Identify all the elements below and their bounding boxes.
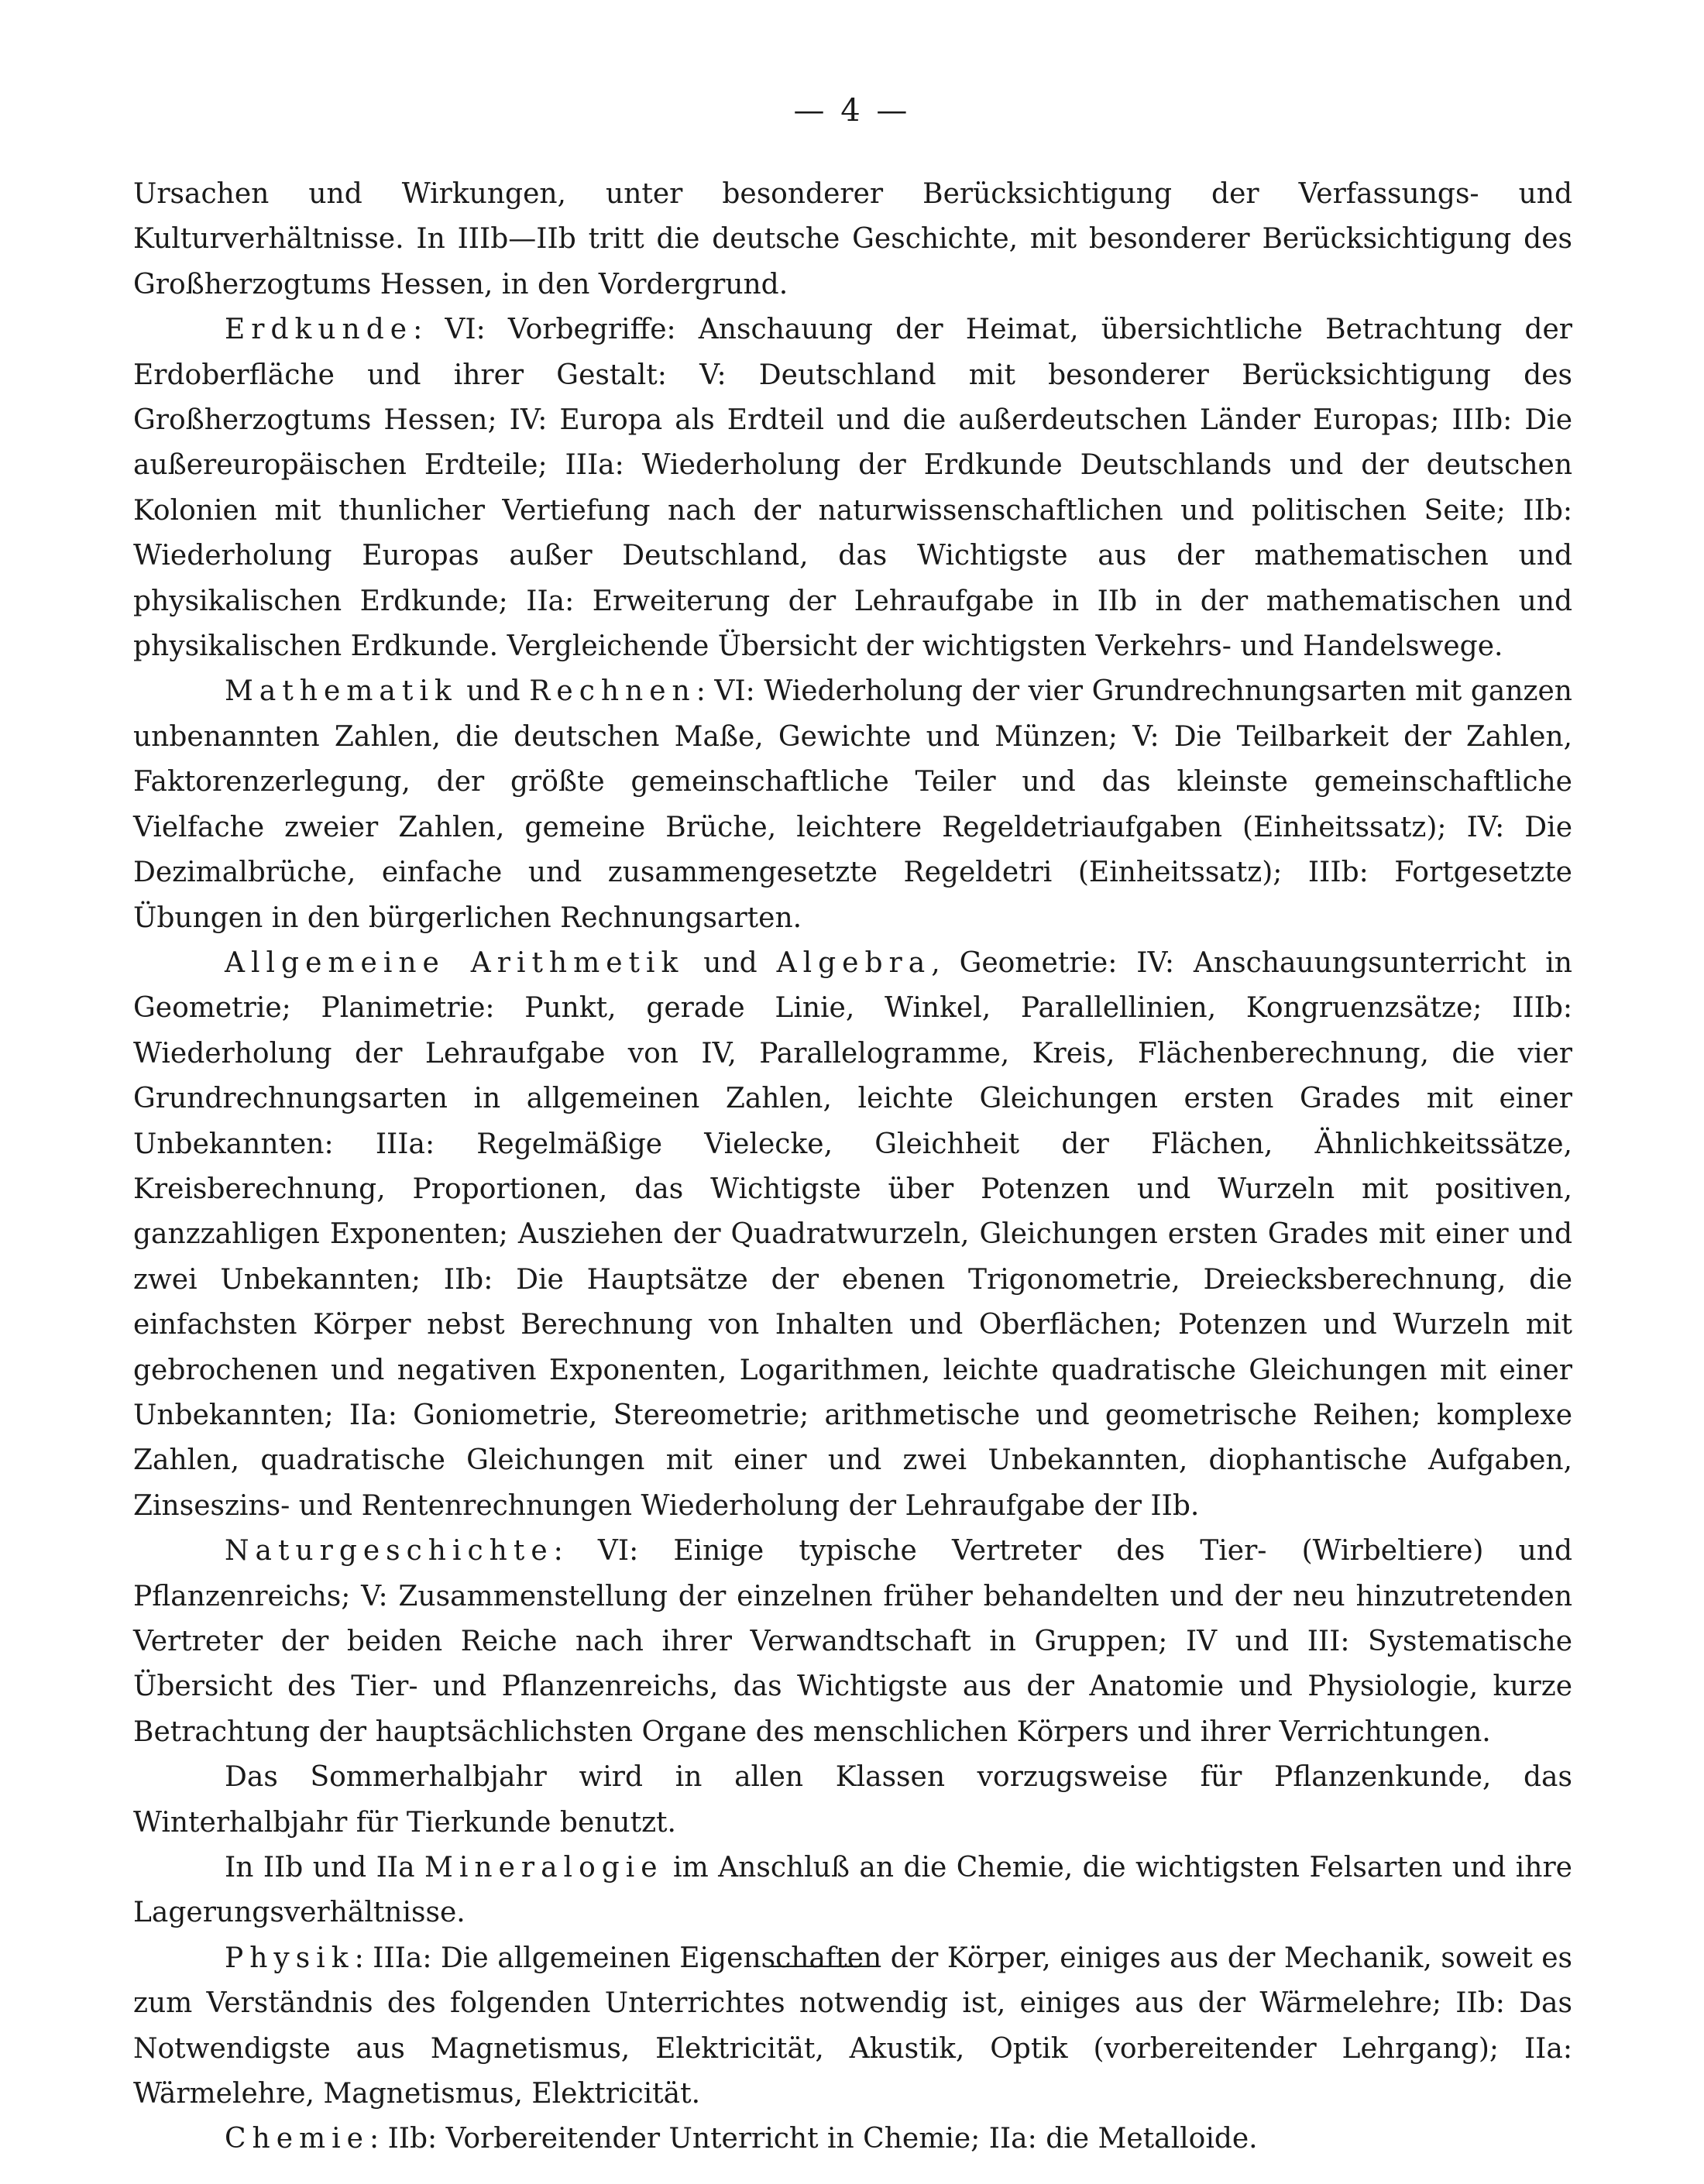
paragraph-natural-history xyxy=(133,1529,1572,1755)
heading-connector: und xyxy=(684,946,777,979)
section-heading-physik: Physik xyxy=(225,1942,355,1974)
paragraph-text: , Geometrie: IV: Anschauungsunterricht in Geometrie; Planimetrie: Punkt, gerade Linie, Winkel, Parallellinien, Kongruenzsätze; IIIb: Wiederholung der Lehraufgabe von IV, Parallelogramme, Kreis, Flächenberechnung, die vier Grundrechnungsarten in allgemeinen Zahlen, leichte Gleichungen ersten Grades mit einer Unbekannten: IIIa: Regelmäßige Vielecke, Gleichheit der Flächen, Ähnlichkeitssätze, Kreisberechnung, Proportionen, das Wichtigste über Potenzen und Wurzeln mit positiven, ganzzahligen Exponenten; Ausziehen der Quadratwurzeln, Gleichungen ersten Grades mit einer und zwei Unbekannten; IIb: Die Hauptsätze der ebenen Trigonometrie, Dreiecksberechnung, die einfachsten Körper nebst Berechnung von Inhalten und Oberflächen; Potenzen und Wurzeln mit gebrochenen und negativen Exponenten, Logarithmen, leichte quadratische Gleichungen mit einer Unbekannten; IIa: Goniometrie, Stereometrie; arithmetische und geometrische Reihen; komplexe Zahlen, quadratische Gleichungen mit einer und zwei Unbekannten, diophantische Aufgaben, Zinseszins- und Rentenrechnungen Wiederholung der Lehraufgabe der IIb. xyxy=(133,946,1572,1522)
section-heading-rechnen: Rechnen xyxy=(529,675,696,708)
paragraph-text: : IIIa: Die allgemeinen Eigenschaften der Körper, einiges aus der Mechanik, soweit es zum Verständnis des folgenden Unterrichtes notwendig ist, einiges aus der Wärmelehre; IIb: Das Notwendigste aus Magnetismus, Elektricität, Akustik, Optik (vorbereitender Lehrgang); IIa: Wärmelehre, Magnetismus, Elektricität. xyxy=(133,1942,1572,2110)
paragraph-text: Das Sommerhalbjahr wird in allen Klassen vorzugsweise für Pflanzenkunde, das Winterhalbjahr für Tierkunde benutzt. xyxy=(133,1761,1572,1839)
paragraph-text: im Anschluß an die Chemie, die wichtigsten Felsarten und ihre Lagerungsverhältnisse. xyxy=(133,1852,1572,1929)
paragraph-text: : VI: Vorbegriffe: Anschauung der Heimat, übersichtliche Betrachtung der Erdoberfläche und ihrer Gestalt: V: Deutschland mit besonderer Berücksichtigung des Großherzogtums Hessen; IV: Europa als Erdteil und die außerdeutschen Länder Europas; IIIb: Die außereuropäischen Erdteile; IIIa: Wiederholung der Erdkunde Deutschlands und der deutschen Kolonien mit thunlicher Vertiefung nach der naturwissenschaftlichen und politischen Seite; IIb: Wiederholung Europas außer Deutschland, das Wichtigste aus der mathematischen und physikalischen Erdkunde; IIa: Erweiterung der Lehraufgabe in IIb in der mathematischen und physikalischen Erdkunde. Vergleichende Übersicht der wichtigsten Verkehrs- und Handelswege. xyxy=(133,314,1572,663)
end-rule-divider xyxy=(771,1966,879,1967)
paragraph-history-continuation xyxy=(133,172,1572,307)
paragraph-chemistry xyxy=(133,2117,1572,2162)
paragraph-text: : IIb: Vorbereitender Unterricht in Chemie; IIa: die Metalloide. xyxy=(369,2123,1258,2155)
body-text xyxy=(133,172,1572,2162)
section-heading-erdkunde: Erdkunde xyxy=(225,314,414,346)
paragraph-seasons xyxy=(133,1755,1572,1846)
section-heading-mathematik: Mathematik xyxy=(225,675,458,708)
paragraph-lead: In IIb und IIa xyxy=(225,1852,425,1884)
paragraph-text: : VI: Einige typische Vertreter des Tier- (Wirbeltiere) und Pflanzenreichs; V: Zusammenstellung der einzelnen früher behandelten und der neu hinzutretenden Vertreter der beiden Reiche nach ihrer Verwandtschaft in Gruppen; IV und III: Systematische Übersicht des Tier- und Pflanzenreichs, das Wichtigste aus der Anatomie und Physiologie, kurze Betrachtung der hauptsächlichsten Organe des menschlichen Körpers und ihrer Verrichtungen. xyxy=(133,1535,1572,1748)
section-heading-mineralogie: Mineralogie xyxy=(424,1852,664,1884)
section-heading-algebra: Algebra xyxy=(776,946,932,979)
paragraph-geography xyxy=(133,307,1572,669)
paragraph-mineralogy xyxy=(133,1846,1572,1936)
section-heading-chemie: Chemie xyxy=(225,2123,369,2155)
heading-connector: und xyxy=(457,675,530,708)
section-heading-naturgeschichte: Naturgeschichte xyxy=(225,1535,554,1568)
paragraph-arithmetic-algebra xyxy=(133,941,1572,1529)
paragraph-mathematics xyxy=(133,669,1572,940)
paragraph-text: Ursachen und Wirkungen, unter besonderer Berücksichtigung der Verfassungs- und Kulturverhältnisse. In IIIb—IIb tritt die deutsche Geschichte, mit besonderer Berücksichtigung des Großherzogtums Hessen, in den Vordergrund. xyxy=(133,178,1572,300)
section-heading-arithmetik: Allgemeine Arithmetik xyxy=(225,946,685,979)
paragraph-text: : VI: Wiederholung der vier Grundrechnungsarten mit ganzen unbenannten Zahlen, die deutschen Maße, Gewichte und Münzen; V: Die Teilbarkeit der Zahlen, Faktorenzerlegung, der größte gemeinschaftliche Teiler und das kleinste gemeinschaftliche Vielfache zweier Zahlen, gemeine Brüche, leichtere Regeldetriaufgaben (Einheitssatz); IV: Die Dezimalbrüche, einfache und zusammengesetzte Regeldetri (Einheitssatz); IIIb: Fortgesetzte Übungen in den bürgerlichen Rechnungsarten. xyxy=(133,675,1572,934)
page-number: — 4 — xyxy=(793,93,911,129)
paragraph-physics xyxy=(133,1936,1572,2117)
